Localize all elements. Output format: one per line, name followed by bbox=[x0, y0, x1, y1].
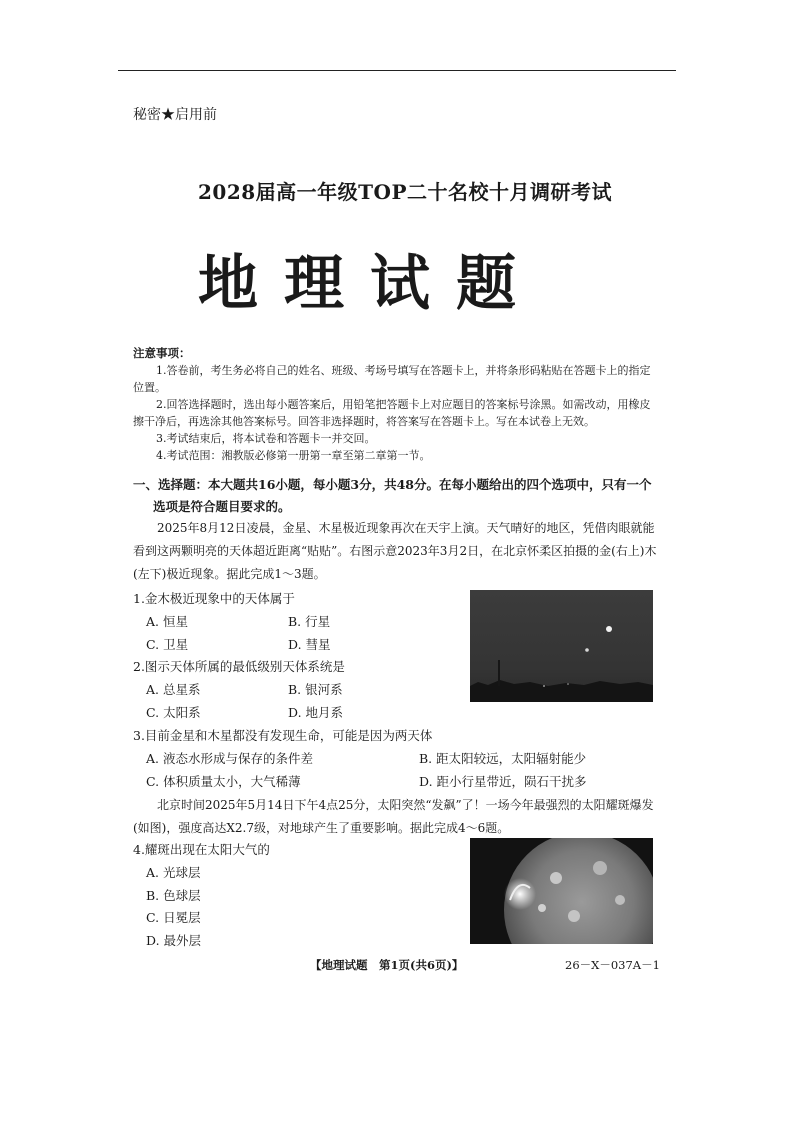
passage-1: 2025年8月12日凌晨，金星、木星极近现象再次在天宇上演。天气晴好的地区，凭借肉眼就能看到这两颗明亮的天体超近距离“贴贴”。右图示意2023年3月2日，在北京怀柔区拍摄的金(右上)木(左下)极近现象。据此完成1～3题。 bbox=[133, 521, 657, 581]
q4-option-d: D. 最外层 bbox=[146, 933, 202, 948]
q3-option-d: D. 距小行星带近，陨石干扰多 bbox=[419, 774, 587, 789]
jupiter-dot bbox=[585, 648, 589, 652]
q1-option-d: D. 彗星 bbox=[288, 637, 331, 652]
conjunction-photo bbox=[470, 590, 653, 702]
q2-option-b: B. 银河系 bbox=[288, 682, 343, 697]
venus-dot bbox=[606, 626, 612, 632]
q4-option-a: A. 光球层 bbox=[146, 865, 201, 880]
section-heading bbox=[133, 474, 658, 518]
question-1-stem: 1.金木极近现象中的天体属于 bbox=[133, 591, 295, 606]
question-4-stem: 4.耀斑出现在太阳大气的 bbox=[133, 842, 270, 857]
secret-label: 秘密★启用前 bbox=[133, 107, 217, 123]
footer-code: 26－X－037A－1 bbox=[565, 958, 660, 972]
q2-option-d: D. 地月系 bbox=[288, 705, 344, 720]
notes-section bbox=[133, 345, 655, 464]
subject-title: 地理试题 bbox=[198, 249, 542, 319]
conjunction-photo-graphic bbox=[470, 590, 653, 702]
note-item: 2.回答选择题时，选出每小题答案后，用铅笔把答题卡上对应题目的答案标号涂黑。如需改动，用橡皮擦干净后，再选涂其他答案标号。回答非选择题时，将答案写在答题卡上。写在本试卷上无效。 bbox=[133, 398, 651, 428]
solar-flare-photo bbox=[470, 838, 653, 944]
notes-heading: 注意事项： bbox=[133, 346, 191, 360]
q2-option-a: A. 总星系 bbox=[146, 682, 201, 697]
note-item: 1.答卷前，考生务必将自己的姓名、班级、考场号填写在答题卡上，并将条形码粘贴在答题卡上的指定位置。 bbox=[133, 364, 651, 394]
flare-burst bbox=[504, 878, 536, 910]
footer-page-label: 【地理试题 第1页(共6页)】 bbox=[310, 958, 464, 972]
q3-option-b: B. 距太阳较远，太阳辐射能少 bbox=[419, 751, 587, 766]
question-3-stem: 3.目前金星和木星都没有发现生命，可能是因为两天体 bbox=[133, 728, 433, 743]
top-rule bbox=[118, 70, 676, 71]
q2-option-c: C. 太阳系 bbox=[146, 705, 201, 720]
exam-title: 2028届高一年级TOP二十名校十月调研考试 bbox=[198, 180, 613, 204]
q1-option-c: C. 卫星 bbox=[146, 637, 189, 652]
q3-option-c: C. 体积质量太小，大气稀薄 bbox=[146, 774, 301, 789]
q4-option-c: C. 日冕层 bbox=[146, 910, 201, 925]
section-heading-line2: 选项是符合题目要求的。 bbox=[153, 499, 291, 514]
solar-flare-graphic bbox=[470, 838, 653, 944]
note-item: 3.考试结束后，将本试卷和答题卡一并交回。 bbox=[156, 432, 376, 445]
q1-option-b: B. 行星 bbox=[288, 614, 331, 629]
note-item: 4.考试范围：湘教版必修第一册第一章至第二章第一节。 bbox=[156, 449, 431, 462]
q4-option-b: B. 色球层 bbox=[146, 888, 201, 903]
q3-option-a: A. 液态水形成与保存的条件差 bbox=[146, 751, 313, 766]
q1-option-a: A. 恒星 bbox=[146, 614, 188, 629]
passage-2: 北京时间2025年5月14日下午4点25分，太阳突然“发飙”了！一场今年最强烈的太阳耀斑爆发(如图)，强度高达X2.7级，对地球产生了重要影响。据此完成4～6题。 bbox=[133, 798, 654, 835]
question-2-stem: 2.图示天体所属的最低级别天体系统是 bbox=[133, 659, 345, 674]
section-heading-line1: 一、选择题：本大题共16小题，每小题3分，共48分。在每小题给出的四个选项中，只有一个 bbox=[133, 477, 652, 492]
